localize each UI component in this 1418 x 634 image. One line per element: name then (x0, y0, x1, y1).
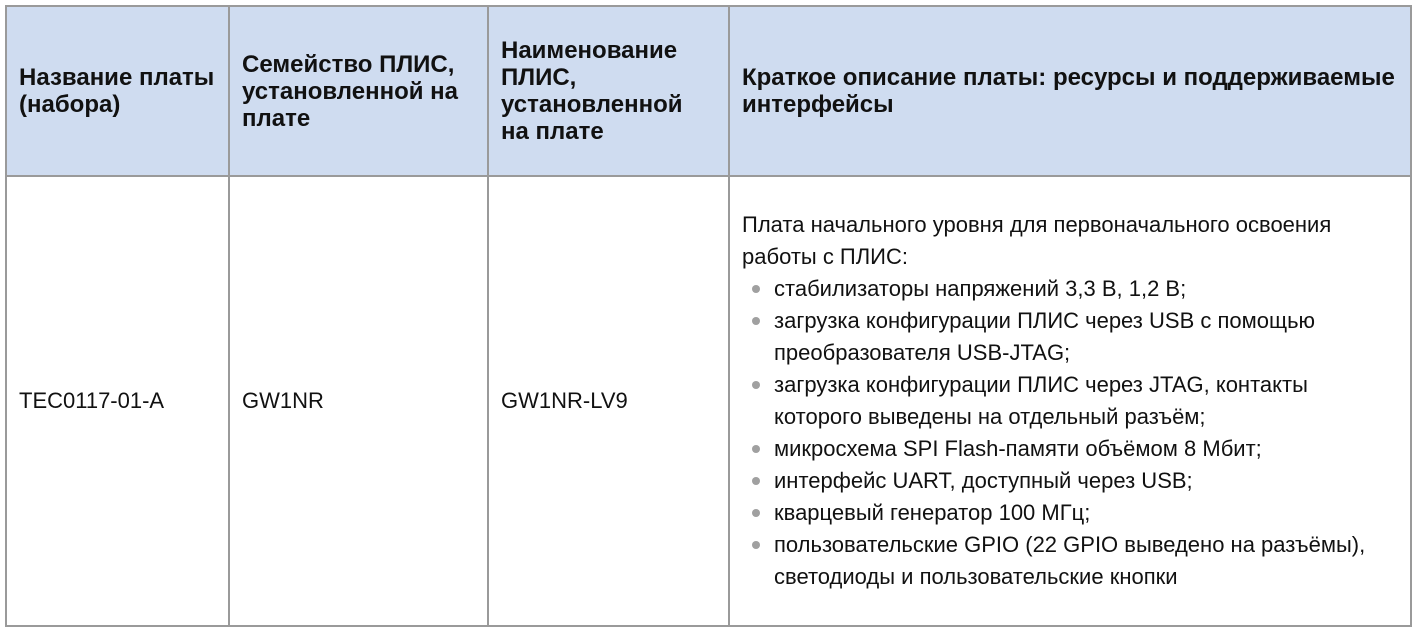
list-item (750, 273, 1398, 305)
list-item (750, 497, 1398, 529)
bullet-icon (752, 285, 760, 293)
header-description: Краткое описание платы: ресурсы и поддерживаемые интерфейсы (729, 6, 1411, 176)
list-item (750, 305, 1398, 369)
header-fpga-family: Семейство ПЛИС, установленной на плате (229, 6, 488, 176)
list-item (750, 369, 1398, 433)
list-item-text: пользовательские GPIO (22 GPIO выведено на разъёмы), светодиоды и пользовательские кнопки (774, 532, 1366, 589)
list-item (750, 433, 1398, 465)
header-fpga-name: Наименование ПЛИС, установленной на плате (488, 6, 729, 176)
cell-description (729, 176, 1411, 626)
description-intro: Плата начального уровня для первоначального освоения работы с ПЛИС: (742, 212, 1332, 269)
cell-fpga-name: GW1NR-LV9 (488, 176, 729, 626)
bullet-icon (752, 509, 760, 517)
bullet-icon (752, 445, 760, 453)
header-board-name: Название платы (набора) (6, 6, 229, 176)
list-item (750, 465, 1398, 497)
list-item (750, 529, 1398, 593)
list-item-text: кварцевый генератор 100 МГц; (774, 500, 1091, 525)
bullet-icon (752, 381, 760, 389)
cell-fpga-family: GW1NR (229, 176, 488, 626)
boards-table (5, 5, 1412, 627)
header-row (6, 6, 1411, 176)
list-item-text: загрузка конфигурации ПЛИС через JTAG, контакты которого выведены на отдельный разъём; (774, 372, 1308, 429)
description-list (742, 273, 1398, 593)
table-row (6, 176, 1411, 626)
cell-board-name: TEC0117-01-A (6, 176, 229, 626)
list-item-text: микросхема SPI Flash-памяти объёмом 8 Мбит; (774, 436, 1262, 461)
list-item-text: интерфейс UART, доступный через USB; (774, 468, 1193, 493)
list-item-text: загрузка конфигурации ПЛИС через USB с помощью преобразователя USB-JTAG; (774, 308, 1316, 365)
bullet-icon (752, 317, 760, 325)
list-item-text: стабилизаторы напряжений 3,3 В, 1,2 В; (774, 276, 1187, 301)
bullet-icon (752, 477, 760, 485)
bullet-icon (752, 541, 760, 549)
